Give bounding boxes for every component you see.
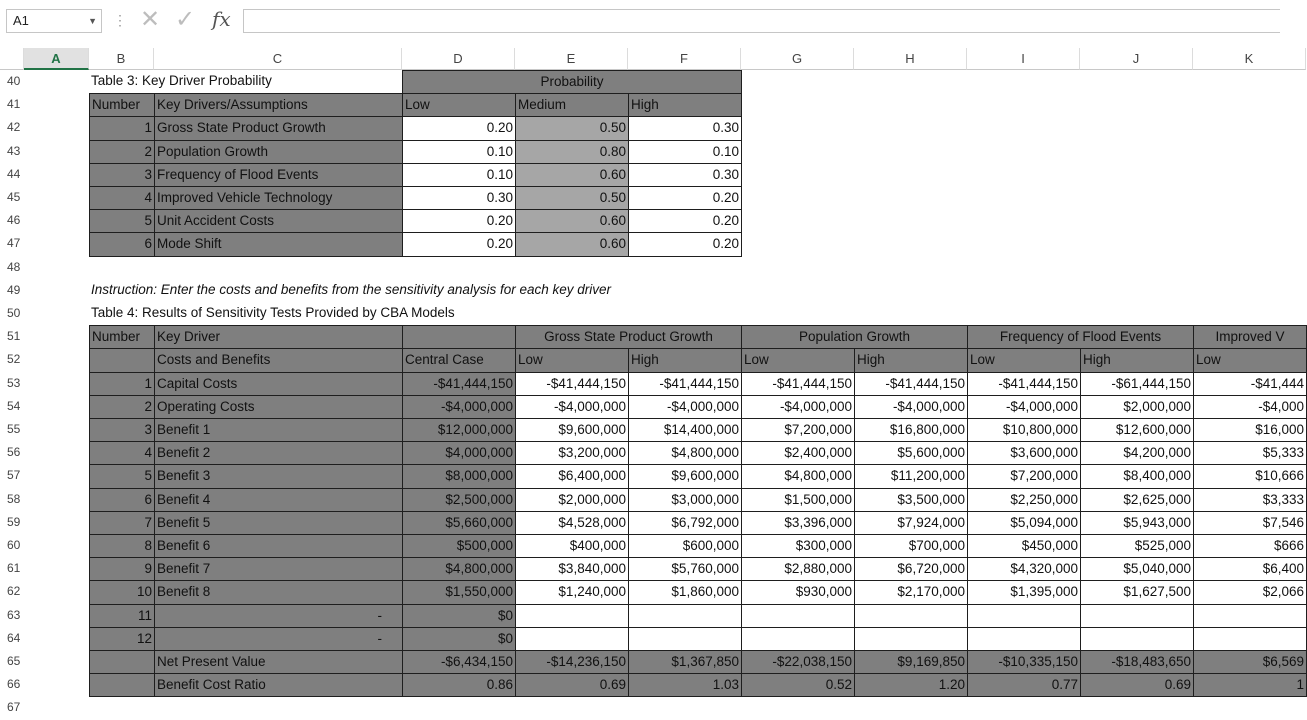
row-header-66[interactable]: 66 <box>7 677 21 691</box>
table4-value[interactable]: $3,600,000 <box>967 441 1081 465</box>
table4-value[interactable] <box>1080 604 1194 628</box>
high-subheader[interactable]: High <box>854 348 968 373</box>
table4-number-header[interactable]: Number <box>89 325 155 349</box>
table4-value[interactable]: $3,200,000 <box>515 441 629 465</box>
table4-value[interactable]: $16,000 <box>1193 418 1307 442</box>
row-header-54[interactable]: 54 <box>7 399 21 413</box>
table4-value[interactable]: $2,250,000 <box>967 488 1081 512</box>
table4-value[interactable] <box>854 627 968 651</box>
table3-high-value[interactable]: 0.10 <box>628 140 742 164</box>
column-header-e[interactable]: E <box>515 48 628 70</box>
table3-row-number[interactable]: 1 <box>89 116 155 141</box>
table4-value[interactable]: $2,400,000 <box>741 441 855 465</box>
chevron-down-icon[interactable]: ▼ <box>88 16 97 26</box>
table3-high-value[interactable]: 0.20 <box>628 209 742 233</box>
table4-value[interactable]: $400,000 <box>515 534 629 558</box>
table3-row-number[interactable]: 5 <box>89 209 155 233</box>
name-box[interactable] <box>6 9 102 33</box>
table4-value[interactable]: $16,800,000 <box>854 418 968 442</box>
table4-item-name[interactable]: Operating Costs <box>154 395 403 419</box>
table3-driver-name[interactable]: Unit Accident Costs <box>154 209 403 233</box>
table4-value[interactable]: -$41,444 <box>1193 372 1307 396</box>
table3-low-value[interactable]: 0.10 <box>402 163 516 187</box>
table4-item-name[interactable]: Benefit 4 <box>154 488 403 512</box>
table3-high-value[interactable]: 0.20 <box>628 186 742 210</box>
npv-value[interactable]: $1,367,850 <box>628 650 742 674</box>
bcr-value[interactable]: 0.77 <box>967 673 1081 697</box>
column-header-f[interactable]: F <box>628 48 741 70</box>
table4-value[interactable]: $2,066 <box>1193 580 1307 605</box>
table3-driver-name[interactable]: Improved Vehicle Technology <box>154 186 403 210</box>
npv-value[interactable]: -$10,335,150 <box>967 650 1081 674</box>
table4-value[interactable]: -$41,444,150 <box>628 372 742 396</box>
bcr-value[interactable]: 0.52 <box>741 673 855 697</box>
row-header-58[interactable]: 58 <box>7 492 21 506</box>
table4-row-number[interactable]: 4 <box>89 441 155 465</box>
table3-medium-header[interactable]: Medium <box>515 93 629 117</box>
instruction-text[interactable]: Instruction: Enter the costs and benefits from the sensitivity analysis for each key driver <box>91 282 611 297</box>
row-header-67[interactable]: 67 <box>7 700 21 714</box>
npv-value[interactable]: -$22,038,150 <box>741 650 855 674</box>
group-header-gsp-growth[interactable]: Gross State Product Growth <box>515 325 742 349</box>
name-box-value: A1 <box>13 13 29 28</box>
table3-high-value[interactable]: 0.30 <box>628 163 742 187</box>
group-header-population-growth[interactable]: Population Growth <box>741 325 968 349</box>
table4-value[interactable]: $2,880,000 <box>741 557 855 581</box>
row-header-43[interactable]: 43 <box>7 144 21 158</box>
table4-value[interactable]: $5,333 <box>1193 441 1307 465</box>
table4-value[interactable] <box>1080 627 1194 651</box>
table4-value[interactable]: $2,000,000 <box>1080 395 1194 419</box>
row-header-44[interactable]: 44 <box>7 167 21 181</box>
table4-value[interactable]: $450,000 <box>967 534 1081 558</box>
table4-value[interactable]: $4,320,000 <box>967 557 1081 581</box>
table4-value[interactable]: $5,600,000 <box>854 441 968 465</box>
bcr-value[interactable]: 0.69 <box>1080 673 1194 697</box>
table4-value[interactable]: $6,720,000 <box>854 557 968 581</box>
table4-item-name[interactable]: - <box>154 604 403 628</box>
table4-value[interactable] <box>967 627 1081 651</box>
column-header-b[interactable]: B <box>89 48 154 70</box>
column-header-j[interactable]: J <box>1080 48 1193 70</box>
table4-value[interactable] <box>515 604 629 628</box>
table4-value[interactable]: $8,000,000 <box>402 464 516 489</box>
table3-high-value[interactable]: 0.20 <box>628 232 742 257</box>
column-header-c[interactable]: C <box>154 48 402 70</box>
table3-driver-name[interactable]: Gross State Product Growth <box>154 116 403 141</box>
table4-item-name[interactable]: Capital Costs <box>154 372 403 396</box>
bcr-label[interactable]: Benefit Cost Ratio <box>154 673 403 697</box>
table4-value[interactable]: $12,600,000 <box>1080 418 1194 442</box>
table3-row-number[interactable]: 3 <box>89 163 155 187</box>
table4-value[interactable]: -$4,000,000 <box>515 395 629 419</box>
low-subheader[interactable]: Low <box>1193 348 1307 373</box>
table4-value[interactable]: -$4,000,000 <box>741 395 855 419</box>
table4-value[interactable]: $6,400 <box>1193 557 1307 581</box>
cancel-icon[interactable]: ✕ <box>140 6 161 33</box>
table4-value[interactable]: $2,170,000 <box>854 580 968 605</box>
table4-value[interactable]: $2,500,000 <box>402 488 516 512</box>
table4-row-number[interactable]: 8 <box>89 534 155 558</box>
table4-item-name[interactable]: Benefit 8 <box>154 580 403 605</box>
row-header-62[interactable]: 62 <box>7 584 21 598</box>
table3-medium-value[interactable]: 0.50 <box>515 186 629 210</box>
table4-value[interactable]: $525,000 <box>1080 534 1194 558</box>
table4-value[interactable] <box>741 627 855 651</box>
table4-item-name[interactable]: Benefit 3 <box>154 464 403 489</box>
row-header-53[interactable]: 53 <box>7 376 21 390</box>
table3-high-header[interactable]: High <box>628 93 742 117</box>
table4-value[interactable] <box>515 627 629 651</box>
table4-value[interactable]: $8,400,000 <box>1080 464 1194 489</box>
table4-value[interactable]: $4,800,000 <box>741 464 855 489</box>
row-header-63[interactable]: 63 <box>7 608 21 622</box>
column-headers <box>0 48 1280 70</box>
table4-value[interactable]: $3,396,000 <box>741 511 855 535</box>
table4-value[interactable]: -$41,444,150 <box>515 372 629 396</box>
table4-value[interactable]: $4,200,000 <box>1080 441 1194 465</box>
row-header-57[interactable]: 57 <box>7 468 21 482</box>
row-header-46[interactable]: 46 <box>7 213 21 227</box>
table3-medium-value[interactable]: 0.60 <box>515 232 629 257</box>
table4-value[interactable] <box>967 604 1081 628</box>
column-header-h[interactable]: H <box>854 48 967 70</box>
table3-medium-value[interactable]: 0.60 <box>515 209 629 233</box>
table4-value[interactable] <box>1193 627 1307 651</box>
npv-value[interactable]: -$18,483,650 <box>1080 650 1194 674</box>
bcr-value[interactable]: 0.86 <box>402 673 516 697</box>
table4-value[interactable]: -$4,000,000 <box>402 395 516 419</box>
table4-blank-subheader[interactable] <box>89 348 155 373</box>
row-header-51[interactable]: 51 <box>7 329 21 343</box>
enter-icon[interactable]: ✓ <box>175 6 196 33</box>
table4-value[interactable]: $12,000,000 <box>402 418 516 442</box>
row-header-59[interactable]: 59 <box>7 515 21 529</box>
low-subheader[interactable]: Low <box>967 348 1081 373</box>
table4-value[interactable]: $1,395,000 <box>967 580 1081 605</box>
table4-value[interactable]: $9,600,000 <box>515 418 629 442</box>
high-subheader[interactable]: High <box>628 348 742 373</box>
table4-value[interactable]: $3,000,000 <box>628 488 742 512</box>
bcr-value[interactable]: 1.20 <box>854 673 968 697</box>
table4-costs-benefits-header[interactable]: Costs and Benefits <box>154 348 403 373</box>
row-header-41[interactable]: 41 <box>7 97 21 111</box>
group-header-vehicle-technology[interactable]: Improved V <box>1193 325 1307 349</box>
table4-value[interactable]: $4,800,000 <box>628 441 742 465</box>
row-header-52[interactable]: 52 <box>7 352 21 366</box>
table4-row-number[interactable]: 10 <box>89 580 155 605</box>
table3-medium-value[interactable]: 0.60 <box>515 163 629 187</box>
table4-title[interactable]: Table 4: Results of Sensitivity Tests Provided by CBA Models <box>91 305 455 320</box>
group-header-flood-events[interactable]: Frequency of Flood Events <box>967 325 1194 349</box>
table4-value[interactable]: $3,333 <box>1193 488 1307 512</box>
table3-low-value[interactable]: 0.10 <box>402 140 516 164</box>
high-subheader[interactable]: High <box>1080 348 1194 373</box>
column-header-i[interactable]: I <box>967 48 1080 70</box>
table4-value[interactable]: -$41,444,150 <box>402 372 516 396</box>
table4-row-number[interactable]: 6 <box>89 488 155 512</box>
npv-value[interactable]: $6,569 <box>1193 650 1307 674</box>
npv-number[interactable] <box>89 650 155 674</box>
table4-value[interactable]: $4,528,000 <box>515 511 629 535</box>
table4-item-name[interactable]: Benefit 7 <box>154 557 403 581</box>
row-header-56[interactable]: 56 <box>7 445 21 459</box>
table4-value[interactable]: $7,924,000 <box>854 511 968 535</box>
row-header-45[interactable]: 45 <box>7 190 21 204</box>
formula-bar <box>0 0 1280 48</box>
table4-value[interactable]: -$41,444,150 <box>741 372 855 396</box>
table4-row-number[interactable]: 5 <box>89 464 155 489</box>
table4-value[interactable]: $930,000 <box>741 580 855 605</box>
table4-item-name[interactable]: Benefit 5 <box>154 511 403 535</box>
column-header-d[interactable]: D <box>402 48 515 70</box>
npv-value[interactable]: $9,169,850 <box>854 650 968 674</box>
row-header-61[interactable]: 61 <box>7 561 21 575</box>
table4-item-name[interactable]: Benefit 2 <box>154 441 403 465</box>
row-header-65[interactable]: 65 <box>7 654 21 668</box>
column-header-a[interactable]: A <box>24 48 89 70</box>
table4-value[interactable]: $1,627,500 <box>1080 580 1194 605</box>
table3-row-number[interactable]: 4 <box>89 186 155 210</box>
probability-header[interactable]: Probability <box>402 70 742 94</box>
table3-number-header[interactable]: Number <box>89 93 155 117</box>
table4-value[interactable]: $1,240,000 <box>515 580 629 605</box>
row-header-49[interactable]: 49 <box>7 283 21 297</box>
select-all-corner[interactable] <box>0 48 24 70</box>
table3-drivers-header[interactable]: Key Drivers/Assumptions <box>154 93 403 117</box>
table4-value[interactable]: $300,000 <box>741 534 855 558</box>
npv-value[interactable]: -$14,236,150 <box>515 650 629 674</box>
table4-value[interactable]: $6,792,000 <box>628 511 742 535</box>
table4-row-number[interactable]: 9 <box>89 557 155 581</box>
table4-blank-header[interactable] <box>402 325 516 349</box>
low-subheader[interactable]: Low <box>741 348 855 373</box>
table4-value[interactable]: -$41,444,150 <box>854 372 968 396</box>
table4-value[interactable]: $10,800,000 <box>967 418 1081 442</box>
table3-driver-name[interactable]: Mode Shift <box>154 232 403 257</box>
bcr-value[interactable]: 0.69 <box>515 673 629 697</box>
table4-value[interactable]: $5,094,000 <box>967 511 1081 535</box>
table4-row-number[interactable]: 11 <box>89 604 155 628</box>
column-header-k[interactable]: K <box>1193 48 1306 70</box>
formula-input[interactable] <box>243 9 1280 33</box>
more-options-icon: ⋮ <box>113 12 127 28</box>
table4-value[interactable]: $3,840,000 <box>515 557 629 581</box>
central-case-header[interactable]: Central Case <box>402 348 516 373</box>
table4-value[interactable]: $1,550,000 <box>402 580 516 605</box>
table4-value[interactable] <box>628 627 742 651</box>
spreadsheet-grid[interactable] <box>0 48 1304 720</box>
table4-item-name[interactable]: - <box>154 627 403 651</box>
table4-value[interactable]: $700,000 <box>854 534 968 558</box>
table4-value[interactable] <box>628 604 742 628</box>
row-header-40[interactable]: 40 <box>7 74 21 88</box>
table4-value[interactable] <box>1193 604 1307 628</box>
table4-value[interactable]: -$4,000 <box>1193 395 1307 419</box>
column-header-g[interactable]: G <box>741 48 854 70</box>
table4-value[interactable]: $5,943,000 <box>1080 511 1194 535</box>
table3-medium-value[interactable]: 0.80 <box>515 140 629 164</box>
row-header-64[interactable]: 64 <box>7 631 21 645</box>
table4-value[interactable]: $6,400,000 <box>515 464 629 489</box>
row-header-47[interactable]: 47 <box>7 236 21 250</box>
table4-value[interactable]: $9,600,000 <box>628 464 742 489</box>
row-header-42[interactable]: 42 <box>7 120 21 134</box>
bcr-value[interactable]: 1.03 <box>628 673 742 697</box>
table4-value[interactable]: $7,200,000 <box>967 464 1081 489</box>
table4-item-name[interactable]: Benefit 1 <box>154 418 403 442</box>
table4-value[interactable]: $5,040,000 <box>1080 557 1194 581</box>
table4-value[interactable] <box>741 604 855 628</box>
table4-value[interactable]: $7,200,000 <box>741 418 855 442</box>
table4-value[interactable]: $5,660,000 <box>402 511 516 535</box>
row-header-48[interactable]: 48 <box>7 260 21 274</box>
table4-row-number[interactable]: 1 <box>89 372 155 396</box>
table4-value[interactable]: $11,200,000 <box>854 464 968 489</box>
table3-title[interactable]: Table 3: Key Driver Probability <box>91 73 272 88</box>
table4-value[interactable]: $5,760,000 <box>628 557 742 581</box>
table4-value[interactable]: -$4,000,000 <box>967 395 1081 419</box>
table3-high-value[interactable]: 0.30 <box>628 116 742 141</box>
row-header-50[interactable]: 50 <box>7 306 21 320</box>
table4-row-number[interactable]: 12 <box>89 627 155 651</box>
table4-value[interactable]: $2,000,000 <box>515 488 629 512</box>
table3-medium-value[interactable]: 0.50 <box>515 116 629 141</box>
low-subheader[interactable]: Low <box>515 348 629 373</box>
row-header-60[interactable]: 60 <box>7 538 21 552</box>
table4-value[interactable]: $666 <box>1193 534 1307 558</box>
table4-value[interactable]: $2,625,000 <box>1080 488 1194 512</box>
npv-label[interactable]: Net Present Value <box>154 650 403 674</box>
table4-value[interactable]: $600,000 <box>628 534 742 558</box>
table3-low-value[interactable]: 0.20 <box>402 209 516 233</box>
table4-key-driver-header[interactable]: Key Driver <box>154 325 403 349</box>
table4-row-number[interactable]: 3 <box>89 418 155 442</box>
table4-value[interactable]: -$61,444,150 <box>1080 372 1194 396</box>
table4-value[interactable]: $4,800,000 <box>402 557 516 581</box>
table4-value[interactable]: $500,000 <box>402 534 516 558</box>
table3-low-value[interactable]: 0.20 <box>402 116 516 141</box>
table4-item-name[interactable]: Benefit 6 <box>154 534 403 558</box>
table3-low-value[interactable]: 0.30 <box>402 186 516 210</box>
table3-row-number[interactable]: 6 <box>89 232 155 257</box>
table4-value[interactable]: $1,860,000 <box>628 580 742 605</box>
table4-value[interactable]: $1,500,000 <box>741 488 855 512</box>
table4-value[interactable]: -$41,444,150 <box>967 372 1081 396</box>
table4-value[interactable]: $0 <box>402 627 516 651</box>
table4-row-number[interactable]: 2 <box>89 395 155 419</box>
bcr-value[interactable]: 1 <box>1193 673 1307 697</box>
npv-value[interactable]: -$6,434,150 <box>402 650 516 674</box>
table3-row-number[interactable]: 2 <box>89 140 155 164</box>
table3-driver-name[interactable]: Frequency of Flood Events <box>154 163 403 187</box>
table4-value[interactable]: -$4,000,000 <box>854 395 968 419</box>
bcr-number[interactable] <box>89 673 155 697</box>
table4-value[interactable]: $0 <box>402 604 516 628</box>
table3-low-value[interactable]: 0.20 <box>402 232 516 257</box>
table4-value[interactable]: $7,546 <box>1193 511 1307 535</box>
table3-low-header[interactable]: Low <box>402 93 516 117</box>
table4-value[interactable]: $10,666 <box>1193 464 1307 489</box>
row-header-55[interactable]: 55 <box>7 422 21 436</box>
table4-value[interactable] <box>854 604 968 628</box>
insert-function-icon[interactable]: fx <box>212 7 231 31</box>
table3-driver-name[interactable]: Population Growth <box>154 140 403 164</box>
table4-row-number[interactable]: 7 <box>89 511 155 535</box>
table4-value[interactable]: $3,500,000 <box>854 488 968 512</box>
table4-value[interactable]: $14,400,000 <box>628 418 742 442</box>
table4-value[interactable]: $4,000,000 <box>402 441 516 465</box>
table4-value[interactable]: -$4,000,000 <box>628 395 742 419</box>
